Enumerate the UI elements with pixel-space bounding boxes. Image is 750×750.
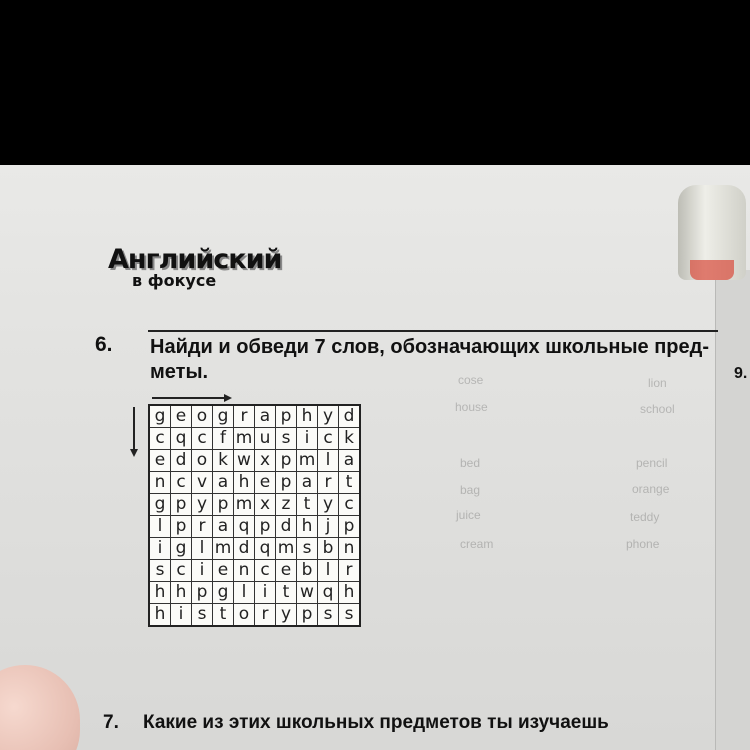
grid-letter-cell[interactable]: i xyxy=(171,604,192,627)
show-through-text: juice xyxy=(456,508,481,522)
grid-letter-cell[interactable]: p xyxy=(255,516,276,538)
grid-letter-cell[interactable]: g xyxy=(213,582,234,604)
grid-letter-cell[interactable]: p xyxy=(276,450,297,472)
grid-letter-cell[interactable]: h xyxy=(149,604,171,627)
show-through-text: bag xyxy=(460,483,481,497)
grid-letter-cell[interactable]: o xyxy=(234,604,255,627)
grid-letter-cell[interactable]: p xyxy=(192,582,213,604)
grid-letter-cell[interactable]: s xyxy=(339,604,361,627)
grid-letter-cell[interactable]: l xyxy=(234,582,255,604)
grid-letter-cell[interactable]: l xyxy=(149,516,171,538)
grid-letter-cell[interactable]: g xyxy=(171,538,192,560)
grid-letter-cell[interactable]: h xyxy=(339,582,361,604)
grid-letter-cell[interactable]: h xyxy=(234,472,255,494)
show-through-text: orange xyxy=(632,482,670,496)
show-through-text: pencil xyxy=(636,456,668,470)
grid-letter-cell[interactable]: h xyxy=(297,516,318,538)
grid-row xyxy=(149,428,360,450)
grid-letter-cell[interactable]: f xyxy=(213,428,234,450)
grid-letter-cell[interactable]: j xyxy=(318,516,339,538)
grid-letter-cell[interactable]: q xyxy=(255,538,276,560)
grid-letter-cell[interactable]: d xyxy=(171,450,192,472)
grid-letter-cell[interactable]: m xyxy=(234,428,255,450)
grid-letter-cell[interactable]: m xyxy=(297,450,318,472)
grid-row xyxy=(149,582,360,604)
grid-letter-cell[interactable]: c xyxy=(171,560,192,582)
show-through-text: lion xyxy=(648,376,667,390)
right-page-task-number: 9. xyxy=(734,365,748,382)
grid-letter-cell[interactable]: r xyxy=(255,604,276,627)
logo-subtitle: в фокусе xyxy=(132,271,217,290)
grid-letter-cell[interactable]: s xyxy=(192,604,213,627)
grid-letter-cell[interactable]: y xyxy=(318,405,339,428)
grid-letter-cell[interactable]: m xyxy=(276,538,297,560)
grid-letter-cell[interactable]: y xyxy=(192,494,213,516)
grid-row xyxy=(149,472,360,494)
grid-letter-cell[interactable]: b xyxy=(297,560,318,582)
grid-letter-cell[interactable]: k xyxy=(213,450,234,472)
next-task-number: 7. xyxy=(103,712,119,733)
task-instruction: Найди и обведи 7 слов, обозначающих школьные пред- меты. xyxy=(150,336,709,383)
grid-letter-cell[interactable]: s xyxy=(297,538,318,560)
grid-letter-cell[interactable]: c xyxy=(149,428,171,450)
grid-row xyxy=(149,516,360,538)
grid-letter-cell[interactable]: g xyxy=(213,405,234,428)
grid-letter-cell[interactable]: h xyxy=(171,582,192,604)
grid-letter-cell[interactable]: i xyxy=(149,538,171,560)
grid-letter-cell[interactable]: a xyxy=(213,472,234,494)
grid-letter-cell[interactable]: e xyxy=(255,472,276,494)
grid-letter-cell[interactable]: a xyxy=(213,516,234,538)
grid-letter-cell[interactable]: x xyxy=(255,494,276,516)
grid-letter-cell[interactable]: c xyxy=(171,472,192,494)
grid-letter-cell[interactable]: o xyxy=(192,450,213,472)
grid-letter-cell[interactable]: r xyxy=(339,560,361,582)
grid-letter-cell[interactable]: k xyxy=(339,428,361,450)
grid-letter-cell[interactable]: x xyxy=(255,450,276,472)
grid-letter-cell[interactable]: p xyxy=(171,516,192,538)
grid-row xyxy=(149,538,360,560)
grid-letter-cell[interactable]: l xyxy=(192,538,213,560)
grid-letter-cell[interactable]: m xyxy=(234,494,255,516)
grid-letter-cell[interactable]: p xyxy=(339,516,361,538)
grid-letter-cell[interactable]: p xyxy=(276,405,297,428)
grid-letter-cell[interactable]: b xyxy=(318,538,339,560)
grid-letter-cell[interactable]: c xyxy=(339,494,361,516)
grid-letter-cell[interactable]: a xyxy=(255,405,276,428)
grid-row xyxy=(149,450,360,472)
show-through-text: house xyxy=(455,400,488,414)
grid-letter-cell[interactable]: t xyxy=(276,582,297,604)
grid-letter-cell[interactable]: o xyxy=(192,405,213,428)
grid-letter-cell[interactable]: r xyxy=(192,516,213,538)
show-through-text: bed xyxy=(460,456,481,470)
grid-letter-cell[interactable]: p xyxy=(297,604,318,627)
pencil-cap-tip xyxy=(690,260,734,280)
show-through-text: cose xyxy=(458,373,484,387)
grid-letter-cell[interactable]: l xyxy=(318,560,339,582)
grid-letter-cell[interactable]: p xyxy=(213,494,234,516)
show-through-text: teddy xyxy=(630,510,660,524)
grid-letter-cell[interactable]: t xyxy=(339,472,361,494)
grid-letter-cell[interactable]: g xyxy=(149,405,171,428)
grid-letter-cell[interactable]: e xyxy=(149,450,171,472)
grid-letter-cell[interactable]: c xyxy=(318,428,339,450)
grid-letter-cell[interactable]: u xyxy=(255,428,276,450)
grid-letter-cell[interactable]: p xyxy=(276,472,297,494)
grid-letter-cell[interactable]: q xyxy=(234,516,255,538)
grid-letter-cell[interactable]: r xyxy=(234,405,255,428)
grid-letter-cell[interactable]: w xyxy=(234,450,255,472)
grid-letter-cell[interactable]: m xyxy=(213,538,234,560)
grid-letter-cell[interactable]: r xyxy=(318,472,339,494)
grid-letter-cell[interactable]: w xyxy=(297,582,318,604)
arrow-right-icon xyxy=(152,393,232,403)
grid-letter-cell[interactable]: s xyxy=(149,560,171,582)
grid-letter-cell[interactable]: t xyxy=(297,494,318,516)
grid-letter-cell[interactable]: p xyxy=(171,494,192,516)
grid-letter-cell[interactable]: e xyxy=(171,405,192,428)
grid-letter-cell[interactable]: n xyxy=(234,560,255,582)
grid-letter-cell[interactable]: c xyxy=(255,560,276,582)
grid-letter-cell[interactable]: e xyxy=(276,560,297,582)
grid-letter-cell[interactable]: y xyxy=(318,494,339,516)
grid-letter-cell[interactable]: s xyxy=(318,604,339,627)
word-search-grid xyxy=(148,404,361,627)
grid-letter-cell[interactable]: n xyxy=(149,472,171,494)
grid-letter-cell[interactable]: i xyxy=(192,560,213,582)
grid-letter-cell[interactable]: a xyxy=(297,472,318,494)
header-rule xyxy=(148,330,718,332)
grid-letter-cell[interactable]: h xyxy=(297,405,318,428)
grid-letter-cell[interactable]: d xyxy=(276,516,297,538)
grid-letter-cell[interactable]: d xyxy=(234,538,255,560)
grid-letter-cell[interactable]: i xyxy=(255,582,276,604)
grid-letter-cell[interactable]: s xyxy=(276,428,297,450)
grid-letter-cell[interactable]: n xyxy=(339,538,361,560)
grid-row xyxy=(149,405,360,428)
grid-row xyxy=(149,494,360,516)
grid-letter-cell[interactable]: a xyxy=(339,450,361,472)
grid-letter-cell[interactable]: c xyxy=(192,428,213,450)
grid-letter-cell[interactable]: h xyxy=(149,582,171,604)
grid-letter-cell[interactable]: i xyxy=(297,428,318,450)
grid-row xyxy=(149,560,360,582)
book-logo xyxy=(108,244,281,290)
logo-title: Английский xyxy=(108,244,282,275)
show-through-text: school xyxy=(640,402,675,416)
grid-letter-cell[interactable]: q xyxy=(318,582,339,604)
grid-letter-cell[interactable]: g xyxy=(149,494,171,516)
grid-letter-cell[interactable]: v xyxy=(192,472,213,494)
grid-letter-cell[interactable]: y xyxy=(276,604,297,627)
grid-letter-cell[interactable]: t xyxy=(213,604,234,627)
grid-letter-cell[interactable]: q xyxy=(171,428,192,450)
show-through-text: phone xyxy=(626,537,660,551)
arrow-down-icon xyxy=(129,407,139,457)
grid-letter-cell[interactable]: e xyxy=(213,560,234,582)
grid-letter-cell[interactable]: d xyxy=(339,405,361,428)
grid-letter-cell[interactable]: z xyxy=(276,494,297,516)
grid-row xyxy=(149,604,360,627)
show-through-text: cream xyxy=(460,537,494,551)
grid-letter-cell[interactable]: l xyxy=(318,450,339,472)
next-task-text: Какие из этих школьных предметов ты изучаешь xyxy=(143,712,609,733)
task-number: 6. xyxy=(95,333,113,356)
